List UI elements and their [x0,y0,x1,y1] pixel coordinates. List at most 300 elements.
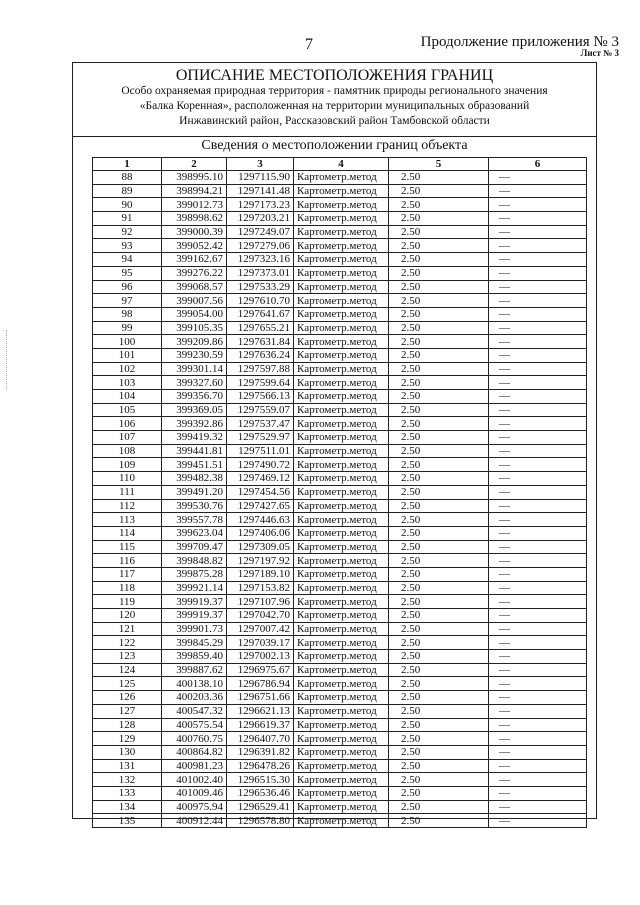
table-cell: 2.50 [389,280,489,294]
table-cell: 400547.32 [162,704,227,718]
table-cell: Картометр.метод [294,171,389,185]
table-row [93,376,587,390]
table-cell: Картометр.метод [294,266,389,280]
table-row [93,499,587,513]
table-body [93,171,587,828]
dash-cell: — [489,663,587,677]
table-cell: 399209.86 [162,335,227,349]
table-cell: 1297189.10 [227,567,294,581]
table-cell: 2.50 [389,403,489,417]
table-cell: 2.50 [389,485,489,499]
table-cell: 400981.23 [162,759,227,773]
column-header: 2 [162,158,227,171]
table-cell: 96 [93,280,162,294]
table-row [93,732,587,746]
table-cell: 1297655.21 [227,321,294,335]
table-cell: 398995.10 [162,171,227,185]
dash-cell: — [489,540,587,554]
table-cell: 110 [93,472,162,486]
table-row [93,266,587,280]
dash-cell: — [489,773,587,787]
table-cell: 95 [93,266,162,280]
table-cell: 102 [93,362,162,376]
table-row [93,212,587,226]
table-cell: 2.50 [389,704,489,718]
header-line-1: Особо охраняемая природная территория - памятник природы регионального значения [121,85,548,97]
table-cell: 1297559.07 [227,403,294,417]
table-cell: Картометр.метод [294,362,389,376]
table-cell: 399301.14 [162,362,227,376]
table-cell: 1297373.01 [227,266,294,280]
table-row [93,704,587,718]
table-cell: 106 [93,417,162,431]
dash-cell: — [489,403,587,417]
table-cell: 91 [93,212,162,226]
table-row [93,198,587,212]
dash-cell: — [489,171,587,185]
table-row [93,800,587,814]
table-row [93,431,587,445]
table-cell: 93 [93,239,162,253]
table-cell: 398994.21 [162,184,227,198]
table-cell: 2.50 [389,745,489,759]
table-cell: 133 [93,786,162,800]
dash-cell: — [489,499,587,513]
table-cell: 121 [93,622,162,636]
table-cell: 1296529.41 [227,800,294,814]
table-cell: 1297406.06 [227,526,294,540]
table-row [93,759,587,773]
table-cell: 113 [93,513,162,527]
table-row [93,294,587,308]
dash-cell: — [489,691,587,705]
table-cell: 2.50 [389,499,489,513]
table-cell: 399859.40 [162,650,227,664]
table-cell: 105 [93,403,162,417]
table-cell: Картометр.метод [294,814,389,828]
table-cell: Картометр.метод [294,513,389,527]
dash-cell: — [489,294,587,308]
table-cell: 2.50 [389,759,489,773]
table-cell: Картометр.метод [294,239,389,253]
dash-cell: — [489,184,587,198]
table-cell: 2.50 [389,800,489,814]
table-cell: 1297469.12 [227,472,294,486]
table-row [93,718,587,732]
table-cell: 399230.59 [162,348,227,362]
appendix-label [421,36,619,58]
table-cell: 1296578.80 [227,814,294,828]
table-cell: 401002.40 [162,773,227,787]
table-cell: 127 [93,704,162,718]
table-row [93,335,587,349]
table-row [93,239,587,253]
table-cell: Картометр.метод [294,800,389,814]
table-cell: 400864.82 [162,745,227,759]
table-cell: 399162.67 [162,253,227,267]
dash-cell: — [489,636,587,650]
table-cell: 399887.62 [162,663,227,677]
table-cell: 2.50 [389,718,489,732]
table-cell: Картометр.метод [294,636,389,650]
column-header: 1 [93,158,162,171]
dash-cell: — [489,376,587,390]
table-row [93,485,587,499]
table-cell: 399919.37 [162,595,227,609]
table-cell: 1297631.84 [227,335,294,349]
table-cell: 134 [93,800,162,814]
table-row [93,595,587,609]
table-cell: 2.50 [389,253,489,267]
table-row [93,526,587,540]
table-cell: 122 [93,636,162,650]
table-cell: 119 [93,595,162,609]
table-row [93,321,587,335]
table-cell: Картометр.метод [294,732,389,746]
table-cell: 1296786.94 [227,677,294,691]
table-cell: 399557.78 [162,513,227,527]
table-cell: 1297279.06 [227,239,294,253]
table-cell: 2.50 [389,636,489,650]
table-cell: Картометр.метод [294,225,389,239]
table-cell: 2.50 [389,390,489,404]
table-header-row [93,158,587,171]
table-cell: 130 [93,745,162,759]
table-cell: 1297610.70 [227,294,294,308]
table-row [93,472,587,486]
table-cell: 2.50 [389,609,489,623]
table-cell: 112 [93,499,162,513]
table-cell: 2.50 [389,595,489,609]
table-row [93,554,587,568]
table-cell: 101 [93,348,162,362]
table-row [93,307,587,321]
table-row [93,184,587,198]
dash-cell: — [489,513,587,527]
dash-cell: — [489,212,587,226]
table-cell: Картометр.метод [294,348,389,362]
table-cell: 104 [93,390,162,404]
table-cell: 400138.10 [162,677,227,691]
table-row [93,663,587,677]
table-row [93,171,587,185]
table-row [93,581,587,595]
table-cell: 1297537.47 [227,417,294,431]
table-cell: 399921.14 [162,581,227,595]
section-title: Сведения о местоположении границ объекта [73,136,596,154]
table-cell: 2.50 [389,581,489,595]
table-cell: 1297173.23 [227,198,294,212]
table-cell: 123 [93,650,162,664]
dash-cell: — [489,362,587,376]
table-cell: Картометр.метод [294,376,389,390]
table-cell: 2.50 [389,677,489,691]
table-row [93,253,587,267]
table-row [93,814,587,828]
table-cell: 2.50 [389,362,489,376]
table-cell: 94 [93,253,162,267]
dash-cell: — [489,704,587,718]
table-cell: 2.50 [389,376,489,390]
table-row [93,390,587,404]
table-cell: 103 [93,376,162,390]
table-cell: 1296975.67 [227,663,294,677]
table-cell: 1297641.67 [227,307,294,321]
table-cell: 2.50 [389,417,489,431]
table-cell: 399848.82 [162,554,227,568]
table-cell: Картометр.метод [294,458,389,472]
table-row [93,745,587,759]
table-row [93,513,587,527]
table-cell: 2.50 [389,554,489,568]
table-cell: Картометр.метод [294,581,389,595]
table-row [93,403,587,417]
table-cell: Картометр.метод [294,253,389,267]
table-cell: Картометр.метод [294,526,389,540]
dash-cell: — [489,622,587,636]
table-cell: Картометр.метод [294,485,389,499]
table-cell: 399007.56 [162,294,227,308]
table-cell: Картометр.метод [294,554,389,568]
table-cell: 399392.86 [162,417,227,431]
table-cell: 1297454.56 [227,485,294,499]
table-cell: Картометр.метод [294,759,389,773]
table-cell: 1297042.70 [227,609,294,623]
table-cell: 399709.47 [162,540,227,554]
table-cell: 399327.60 [162,376,227,390]
table-cell: 2.50 [389,321,489,335]
table-cell: 399901.73 [162,622,227,636]
column-header: 3 [227,158,294,171]
table-cell: 1297007.42 [227,622,294,636]
table-cell: Картометр.метод [294,622,389,636]
table-cell: 399012.73 [162,198,227,212]
table-cell: 1297115.90 [227,171,294,185]
table-cell: 88 [93,171,162,185]
boundary-table [92,157,587,828]
table-cell: 1297203.21 [227,212,294,226]
table-row [93,677,587,691]
table-cell: 2.50 [389,732,489,746]
table-cell: 399491.20 [162,485,227,499]
table-cell: 132 [93,773,162,787]
table-cell: 400575.54 [162,718,227,732]
table-cell: 92 [93,225,162,239]
dash-cell: — [489,800,587,814]
margin-mark [6,330,9,390]
table-cell: 111 [93,485,162,499]
table-cell: 1297533.29 [227,280,294,294]
dash-cell: — [489,431,587,445]
table-cell: 109 [93,458,162,472]
dash-cell: — [489,526,587,540]
table-cell: 1297309.05 [227,540,294,554]
page-number: 7 [305,36,313,53]
table-cell: 114 [93,526,162,540]
table-cell: 2.50 [389,650,489,664]
table-cell: 1297529.97 [227,431,294,445]
table-cell: 1297107.96 [227,595,294,609]
dash-cell: — [489,814,587,828]
table-cell: 120 [93,609,162,623]
table-cell: 2.50 [389,212,489,226]
table-row [93,609,587,623]
table-cell: 2.50 [389,513,489,527]
table-cell: 115 [93,540,162,554]
table-cell: 1297511.01 [227,444,294,458]
table-row [93,773,587,787]
dash-cell: — [489,718,587,732]
dash-cell: — [489,472,587,486]
table-cell: Картометр.метод [294,773,389,787]
table-row [93,417,587,431]
dash-cell: — [489,567,587,581]
table-cell: Картометр.метод [294,663,389,677]
table-cell: 2.50 [389,540,489,554]
table-cell: 2.50 [389,198,489,212]
table-cell: Картометр.метод [294,540,389,554]
table-cell: 99 [93,321,162,335]
table-cell: Картометр.метод [294,718,389,732]
table-cell: 128 [93,718,162,732]
table-cell: Картометр.метод [294,403,389,417]
table-cell: 1297323.16 [227,253,294,267]
table-cell: Картометр.метод [294,280,389,294]
document-title: ОПИСАНИЕ МЕСТОПОЛОЖЕНИЯ ГРАНИЦ [175,67,494,84]
appendix-title: Продолжение приложения № 3 [420,34,619,50]
table-cell: 1296407.70 [227,732,294,746]
table-cell: 399369.05 [162,403,227,417]
table-cell: 399000.39 [162,225,227,239]
table-row [93,444,587,458]
table-cell: 108 [93,444,162,458]
table-cell: 1297597.88 [227,362,294,376]
table-cell: 1296751.66 [227,691,294,705]
table-cell: 1296391.82 [227,745,294,759]
column-header: 5 [389,158,489,171]
table-cell: 1296478.26 [227,759,294,773]
table-cell: 400975.94 [162,800,227,814]
dash-cell: — [489,444,587,458]
table-cell: 401009.46 [162,786,227,800]
table-cell: 126 [93,691,162,705]
table-cell: 2.50 [389,622,489,636]
table-cell: 2.50 [389,691,489,705]
table-cell: 1297197.92 [227,554,294,568]
table-cell: Картометр.метод [294,444,389,458]
column-header: 4 [294,158,389,171]
table-cell: 1296536.46 [227,786,294,800]
table-cell: 90 [93,198,162,212]
table-cell: 98 [93,307,162,321]
dash-cell: — [489,609,587,623]
table-cell: 399276.22 [162,266,227,280]
table-cell: Картометр.метод [294,294,389,308]
table-cell: 1297566.13 [227,390,294,404]
dash-cell: — [489,225,587,239]
table-row [93,691,587,705]
table-cell: 1296515.30 [227,773,294,787]
table-cell: 2.50 [389,225,489,239]
table-cell: Картометр.метод [294,417,389,431]
table-cell: 399419.32 [162,431,227,445]
table-row [93,225,587,239]
table-cell: Картометр.метод [294,198,389,212]
dash-cell: — [489,485,587,499]
table-cell: 124 [93,663,162,677]
table-cell: 2.50 [389,567,489,581]
table-cell: Картометр.метод [294,567,389,581]
table-row [93,458,587,472]
table-cell: 2.50 [389,239,489,253]
table-cell: 398998.62 [162,212,227,226]
table-cell: 399919.37 [162,609,227,623]
table-cell: 2.50 [389,526,489,540]
dash-cell: — [489,650,587,664]
table-cell: 117 [93,567,162,581]
table-cell: 1297427.65 [227,499,294,513]
table-cell: Картометр.метод [294,745,389,759]
dash-cell: — [489,390,587,404]
dash-cell: — [489,239,587,253]
table-cell: 399530.76 [162,499,227,513]
dash-cell: — [489,732,587,746]
table-cell: 2.50 [389,773,489,787]
table-row [93,636,587,650]
table-cell: 400912.44 [162,814,227,828]
table-cell: Картометр.метод [294,212,389,226]
column-header: 6 [489,158,587,171]
table-cell: Картометр.метод [294,335,389,349]
dash-cell: — [489,198,587,212]
table-cell: 1297039.17 [227,636,294,650]
table-cell: 399052.42 [162,239,227,253]
dash-cell: — [489,266,587,280]
table-cell: Картометр.метод [294,677,389,691]
table-cell: 399068.57 [162,280,227,294]
table-cell: 1297599.64 [227,376,294,390]
table-cell: 399845.29 [162,636,227,650]
table-cell: 2.50 [389,786,489,800]
table-cell: Картометр.метод [294,650,389,664]
table-row [93,650,587,664]
table-cell: 2.50 [389,348,489,362]
table-cell: 2.50 [389,663,489,677]
table-cell: Картометр.метод [294,184,389,198]
table-cell: 399623.04 [162,526,227,540]
table-cell: 399054.00 [162,307,227,321]
table-cell: 2.50 [389,294,489,308]
table-cell: 2.50 [389,171,489,185]
table-row [93,622,587,636]
table-cell: Картометр.метод [294,472,389,486]
table-cell: 2.50 [389,266,489,280]
table-cell: 129 [93,732,162,746]
table-cell: 97 [93,294,162,308]
table-row [93,786,587,800]
table-row [93,362,587,376]
table-cell: 116 [93,554,162,568]
dash-cell: — [489,595,587,609]
table-cell: 1297002.13 [227,650,294,664]
table-cell: 1297153.82 [227,581,294,595]
table-cell: Картометр.метод [294,786,389,800]
table-cell: Картометр.метод [294,390,389,404]
table-cell: 399482.38 [162,472,227,486]
table-cell: 118 [93,581,162,595]
table-cell: 399451.51 [162,458,227,472]
header-line-3: Инжавинский район, Рассказовский район Тамбовской области [179,115,490,127]
